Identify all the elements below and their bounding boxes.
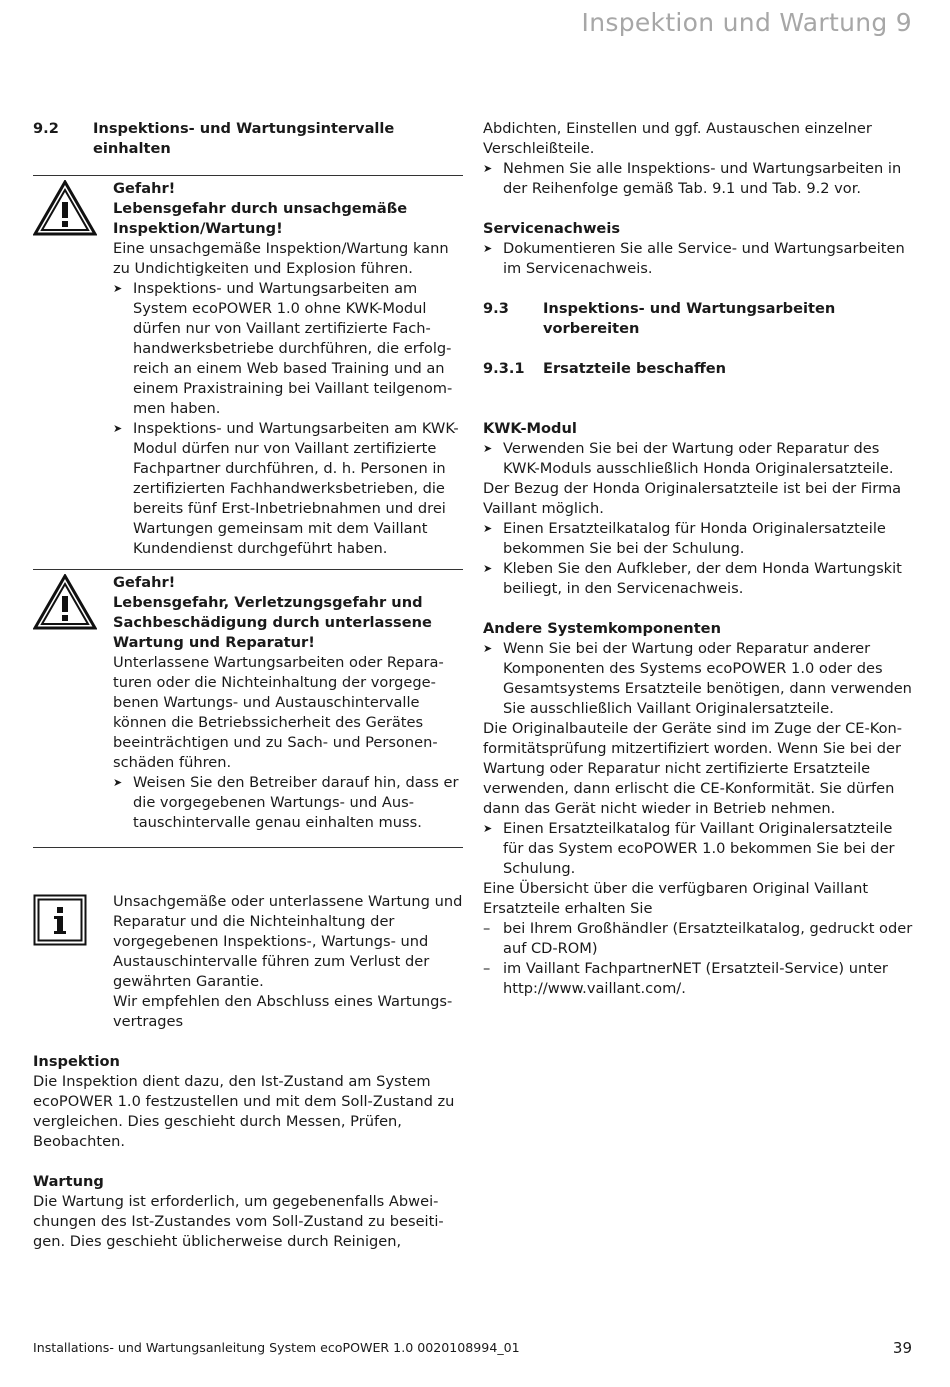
danger-notice-1 [33,175,463,567]
subheading: Wartung [33,1173,104,1190]
wartung-block [33,1172,463,1252]
paragraph: Eine Übersicht über die verfügbaren Original Vaillant Ersatzteile erhalten Sie [483,880,869,917]
warning-triangle-icon [33,574,97,636]
dash-list [483,919,917,999]
list-item: ➤ Inspektions- und Wartungsarbeiten am System ecoPOWER 1.0 ohne KWK-Modul dürfen nur von Vaillant zertifizierte Fachhandwerksbetriebe durchführen, die erfolgreich an einem Web based Training und an einem Praxistraining bei Vaillant teilgenommen haben. [113,279,463,419]
list-item: ➤ Nehmen Sie alle Inspektions- und Wartungsarbeiten in der Reihenfolge gemäß Tab. 9.1 und Tab. 9.2 vor. [483,159,917,199]
paragraph: Die Wartung ist erforderlich, um gegebenenfalls Abweichungen des Ist-Zustandes vom Soll-Zustand zu beseitigen. Dies geschieht üblicherweise durch Reinigen, [33,1193,444,1250]
danger-heading: Lebensgefahr durch unsachgemäße Inspektion/Wartung! [113,200,408,237]
list-item: ➤ Dokumentieren Sie alle Service- und Wartungsarbeiten im Servicenachweis. [483,239,917,279]
list-item: – im Vaillant FachpartnerNET (Ersatzteil-Service) unter http://www.vaillant.com/. [483,959,917,999]
danger-instructions [113,773,463,833]
paragraph: Die Inspektion dient dazu, den Ist-Zustand am System ecoPOWER 1.0 festzustellen und mit dem Soll-Zustand zu vergleichen. Dies geschieht durch Messen, Prüfen, Beobachten. [33,1073,455,1150]
servicenachweis-block [483,219,917,279]
section-number: 9.2 [33,120,59,137]
footer-document-title: Installations- und Wartungsanleitung System ecoPOWER 1.0 0020108994_01 [33,1340,520,1355]
danger-text: Eine unsachgemäße Inspektion/Wartung kann zu Undichtigkeiten und Explosion führen. [113,240,449,277]
list-item: ➤ Einen Ersatzteilkatalog für Honda Originalersatzteile bekommen Sie bei der Schulung. [483,519,917,559]
list-item: ➤ Wenn Sie bei der Wartung oder Reparatur anderer Komponenten des Systems ecoPOWER 1.0 oder des Gesamtsystems Ersatzteile benötigen, dann verwenden Sie ausschließlich Vaillant Originalersatzteile. [483,639,917,719]
danger-label: Gefahr! [113,574,176,591]
info-recommendation: Wir empfehlen den Abschluss eines Wartungsvertrages [113,993,453,1030]
list-item: ➤ Verwenden Sie bei der Wartung oder Reparatur des KWK-Moduls ausschließlich Honda Originalersatzteile. [483,439,917,479]
inspektion-block [33,1052,463,1152]
andere-block [483,619,917,999]
danger-text: Unterlassene Wartungsarbeiten oder Reparaturen oder die Nichteinhaltung der vorgegebenen Wartungs- und Austauschintervalle können die Betriebssicherheit des Gerätes beeinträchtigen und zu Sach- und Personenschäden führen. [113,654,444,771]
subheading: Inspektion [33,1053,120,1070]
instruction-list [483,239,917,279]
danger-heading: Lebensgefahr, Verletzungsgefahr und Sachbeschädigung durch unterlassene Wartung und Reparatur! [113,594,432,651]
instruction-list [483,819,917,879]
section-9-3-1-title [483,359,917,379]
section-9-2-title [33,119,463,157]
section-title: Ersatzteile beschaffen [543,360,727,377]
instruction-list [483,519,917,599]
list-item: ➤ Inspektions- und Wartungsarbeiten am KWK-Modul dürfen nur von Vaillant zertifizierte Fachpartner durchführen, d. h. Personen in zertifizierten Fachhandwerksbetrieben, die bereits fünf Erst-Inbetriebnahmen und drei Wartungen gemeinsam mit dem Vaillant Kundendienst durchgeführt haben. [113,419,463,559]
info-icon [33,894,87,952]
kwk-block [483,419,917,599]
instruction-list [483,159,917,199]
section-number: 9.3.1 [483,360,525,377]
instruction-list [483,439,917,479]
danger-notice-2 [33,569,463,847]
divider [33,847,463,848]
warning-triangle-icon [33,180,97,242]
danger-label: Gefahr! [113,180,176,197]
section-number: 9.3 [483,300,509,317]
paragraph: Der Bezug der Honda Originalersatzteile ist bei der Firma Vaillant möglich. [483,480,902,517]
page-number: 39 [892,1339,912,1357]
subheading: KWK-Modul [483,420,577,437]
section-9-3-title [483,299,917,339]
paragraph: Die Originalbauteile der Geräte sind im Zuge der CE-Konformitätsprüfung mitzertifiziert worden. Wenn Sie bei der Wartung oder Reparatur nicht zertifizierte Ersatzteile verwenden, dann erlischt die CE-Konformität. Sie dürfen dann das Gerät nicht wieder in Betrieb nehmen. [483,720,903,817]
list-item: – bei Ihrem Großhändler (Ersatzteilkatalog, gedruckt oder auf CD-ROM) [483,919,917,959]
subheading: Andere Systemkomponenten [483,620,721,637]
danger-instructions [113,279,463,559]
section-title: Inspektions- und Wartungsintervalle einhalten [93,120,395,157]
running-header: Inspektion und Wartung 9 [581,8,912,37]
info-notice [33,892,463,1032]
paragraph: Abdichten, Einstellen und ggf. Austauschen einzelner Verschleißteile. [483,120,872,157]
right-column [483,119,917,999]
list-item: ➤ Einen Ersatzteilkatalog für Vaillant Originalersatzteile für das System ecoPOWER 1.0 bekommen Sie bei der Schulung. [483,819,917,879]
subheading: Servicenachweis [483,220,621,237]
list-item: ➤ Weisen Sie den Betreiber darauf hin, dass er die vorgegebenen Wartungs- und Austauschintervalle genau einhalten muss. [113,773,463,833]
section-title: Inspektions- und Wartungsarbeiten vorbereiten [543,300,836,337]
left-column [33,119,463,1252]
list-item: ➤ Kleben Sie den Aufkleber, der dem Honda Wartungskit beiliegt, in den Servicenachweis. [483,559,917,599]
info-text: Unsachgemäße oder unterlassene Wartung und Reparatur und die Nichteinhaltung der vorgegebenen Inspektions-, Wartungs- und Austauschintervalle führen zum Verlust der gewährten Garantie. [113,893,463,990]
instruction-list [483,639,917,719]
